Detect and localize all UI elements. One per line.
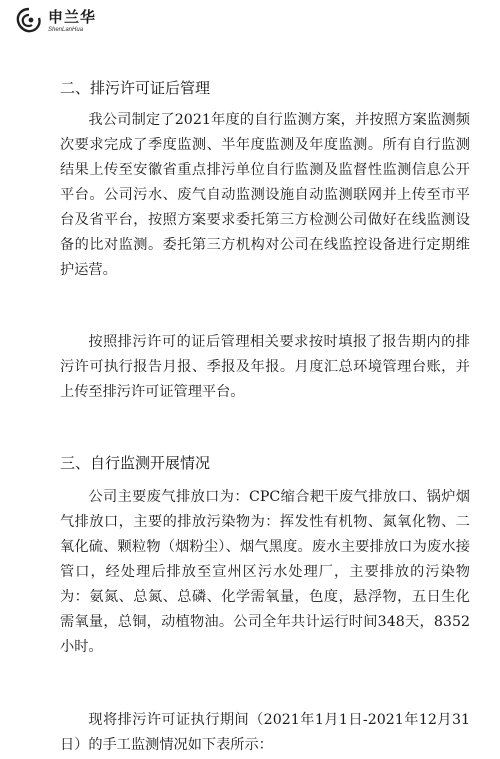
logo-chinese-name: 申兰华 bbox=[48, 7, 97, 26]
section-3-heading: 三、自行监测开展情况 bbox=[60, 454, 211, 472]
swirl-logo-icon bbox=[14, 6, 44, 36]
section-3-paragraph-2: 现将排污许可证执行期间（2021年1月1日-2021年12月31日）的手工监测情况如下表所示： bbox=[60, 712, 470, 753]
section-2-paragraph-2: 按照排污许可的证后管理相关要求按时填报了报告期内的排污许可执行报告月报、季报及年报。月度汇总环境管理台账，并上传至排污许可证管理平台。 bbox=[60, 334, 470, 400]
section-2-paragraph-1: 我公司制定了2021年度的自行监测方案，并按照方案监测频次要求完成了季度监测、半年度监测及年度监测。所有自行监测结果上传至安徽省重点排污单位自行监测及监督性监测信息公开平台。公司污水、废气自动监测设施自动监测联网并上传至市平台及省平台，按照方案要求委托第三方检测公司做好在线监测设备的比对监测。委托第三方机构对公司在线监控设备进行定期维护运营。 bbox=[60, 112, 470, 278]
company-logo bbox=[14, 6, 96, 36]
logo-english-name: ShenLanHua bbox=[48, 26, 84, 33]
section-2-heading: 二、排污许可证后管理 bbox=[60, 79, 211, 97]
section-3-paragraph-1: 公司主要废气排放口为：CPC缩合耙干废气排放口、锅炉烟气排放口，主要的排放污染物为：挥发性有机物、氮氧化物、二氧化硫、颗粒物（烟粉尘）、烟气黑度。废水主要排放口为废水接管口，经处理后排放至宣州区污水处理厂，主要排放的污染物为：氨氮、总氮、总磷、化学需氧量，色度，悬浮物，五日生化需氧量，总铜，动植物油。公司全年共计运行时间348天，8352小时。 bbox=[60, 489, 470, 655]
